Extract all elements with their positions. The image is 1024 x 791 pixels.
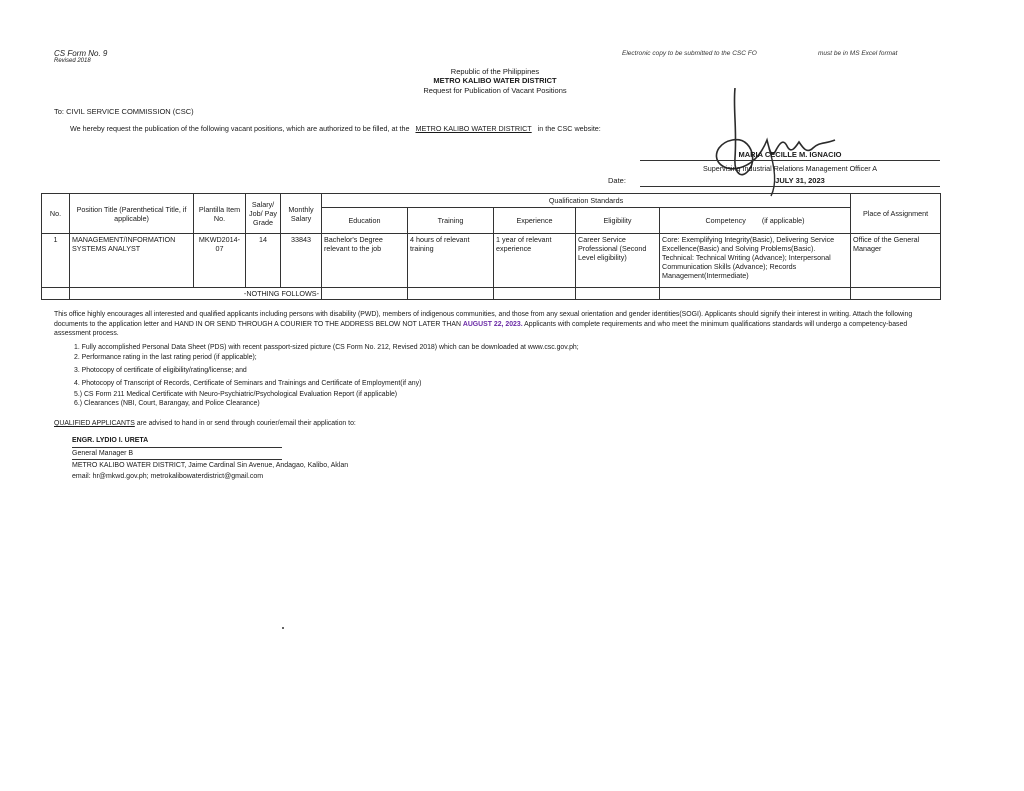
cell-no: 1 (42, 234, 70, 288)
cell-experience: 1 year of relevant experience (494, 234, 576, 288)
empty-cell (408, 288, 494, 300)
empty-cell (42, 288, 70, 300)
paragraph-text-2: Applicants with complete requirements and who meet the minimum qualifications standards will undergo a competency-based assessment process. (54, 320, 908, 337)
addressee-line: To: CIVIL SERVICE COMMISSION (CSC) (54, 107, 194, 116)
signatory-rule (640, 160, 940, 161)
excel-format-note: must be in MS Excel format (818, 50, 898, 57)
request-agency-underlined: METRO KALIBO WATER DISTRICT (415, 124, 532, 133)
cell-education: Bachelor's Degree relevant to the job (322, 234, 408, 288)
signatory-position: Supervising Industrial Relations Management Officer A (702, 164, 878, 173)
date-value: JULY 31, 2023 (775, 176, 825, 185)
encouragement-paragraph (54, 310, 934, 339)
contact-name-rule (72, 447, 282, 448)
contact-name: ENGR. LYDIO I. URETA (72, 437, 149, 444)
form-number: CS Form No. 9 (54, 49, 108, 58)
paragraph-text-1: This office highly encourages all interested and qualified applicants including persons with disability (PWD), members of indigenous communities, and those from any sexual orientation and gender identities(SOGI). Applicants should signify their interest in writing. Attach the following documents to the application letter and HAND IN OR SEND THROUGH A COURIER TO THE ADDRESS BELOW NOT LATER THAN (54, 311, 913, 328)
requirement-item: 5.) CS Form 211 Medical Certificate with Neuro-Psychiatric/Psychological Evaluation Report (if applicable) (74, 391, 398, 398)
header-qualification-standards: Qualification Standards (322, 194, 851, 208)
header-competency (660, 208, 851, 234)
cell-position-title: MANAGEMENT/INFORMATION SYSTEMS ANALYST (70, 234, 194, 288)
header-plantilla-item: Plantilla Item No. (194, 194, 246, 234)
qualified-applicants-line (54, 420, 356, 427)
nothing-follows: -NOTHING FOLLOWS- (70, 288, 322, 300)
empty-cell (851, 288, 941, 300)
header-place-of-assignment: Place of Assignment (851, 194, 941, 234)
header-no: No. (42, 194, 70, 234)
requirement-item: 6.) Clearances (NBI, Court, Barangay, and Police Clearance) (74, 400, 260, 407)
deadline-date: AUGUST 22, 2023. (462, 320, 523, 328)
cell-place-of-assignment: Office of the General Manager (851, 234, 941, 288)
header-eligibility: Eligibility (576, 208, 660, 234)
cell-competency: Core: Exemplifying Integrity(Basic), Delivering Service Excellence(Basic) and Solving Problems(Basic). Technical: Technical Writing (Advance); Interpersonal Communication Skills (Advance); Records Management(Intermediate) (660, 234, 851, 288)
header-competency-label: Competency (705, 216, 746, 225)
table-row (42, 234, 941, 288)
empty-cell (660, 288, 851, 300)
republic-heading: Republic of the Philippines (450, 67, 540, 76)
vacant-positions-table (41, 193, 941, 300)
request-text-after: in the CSC website: (537, 124, 601, 133)
header-salary-grade: Salary/ Job/ Pay Grade (246, 194, 281, 234)
date-label: Date: (608, 176, 626, 185)
header-position-title: Position Title (Parenthetical Title, if applicable) (70, 194, 194, 234)
scan-speck (282, 627, 284, 629)
header-monthly-salary: Monthly Salary (281, 194, 322, 234)
cell-plantilla-item: MKWD2014-07 (194, 234, 246, 288)
empty-cell (322, 288, 408, 300)
contact-email: email: hr@mkwd.gov.ph; metrokalibowaterdistrict@gmail.com (72, 473, 264, 480)
requirement-item: 2. Performance rating in the last rating period (if applicable); (74, 354, 257, 361)
request-text-before: We hereby request the publication of the following vacant positions, which are authorized to be filled, at the (70, 124, 410, 133)
header-education: Education (322, 208, 408, 234)
page-title: Request for Publication of Vacant Positions (423, 86, 567, 95)
cell-monthly-salary: 33843 (281, 234, 322, 288)
empty-cell (576, 288, 660, 300)
contact-position-rule (72, 459, 282, 460)
cell-training: 4 hours of relevant training (408, 234, 494, 288)
empty-cell (494, 288, 576, 300)
cell-salary-grade: 14 (246, 234, 281, 288)
date-rule (640, 186, 940, 187)
cell-eligibility: Career Service Professional (Second Level eligibility) (576, 234, 660, 288)
header-competency-note: (if applicable) (761, 216, 805, 225)
agency-heading: METRO KALIBO WATER DISTRICT (433, 76, 557, 85)
header-training: Training (408, 208, 494, 234)
request-statement (70, 124, 601, 133)
contact-address: METRO KALIBO WATER DISTRICT, Jaime Cardinal Sin Avenue, Andagao, Kalibo, Aklan (72, 462, 349, 469)
qualified-applicants-text: are advised to hand in or send through courier/email their application to: (136, 420, 356, 427)
header-experience: Experience (494, 208, 576, 234)
qualified-applicants-lead: QUALIFIED APPLICANTS (54, 420, 135, 427)
signatory-name: MARIA CECILLE M. IGNACIO (738, 150, 842, 159)
contact-position: General Manager B (72, 450, 134, 457)
requirement-item: 1. Fully accomplished Personal Data Sheet (PDS) with recent passport-sized picture (CS Form No. 212, Revised 2018) which can be downloaded at www.csc.gov.ph; (74, 344, 579, 351)
requirement-item: 4. Photocopy of Transcript of Records, Certificate of Seminars and Trainings and Certificate of Employment(if any) (74, 380, 422, 387)
requirement-item: 3. Photocopy of certificate of eligibility/rating/license; and (74, 367, 247, 374)
form-revision: Revised 2018 (54, 58, 91, 64)
electronic-copy-note: Electronic copy to be submitted to the CSC FO (622, 50, 757, 57)
table-row-nothing-follows (42, 288, 941, 300)
